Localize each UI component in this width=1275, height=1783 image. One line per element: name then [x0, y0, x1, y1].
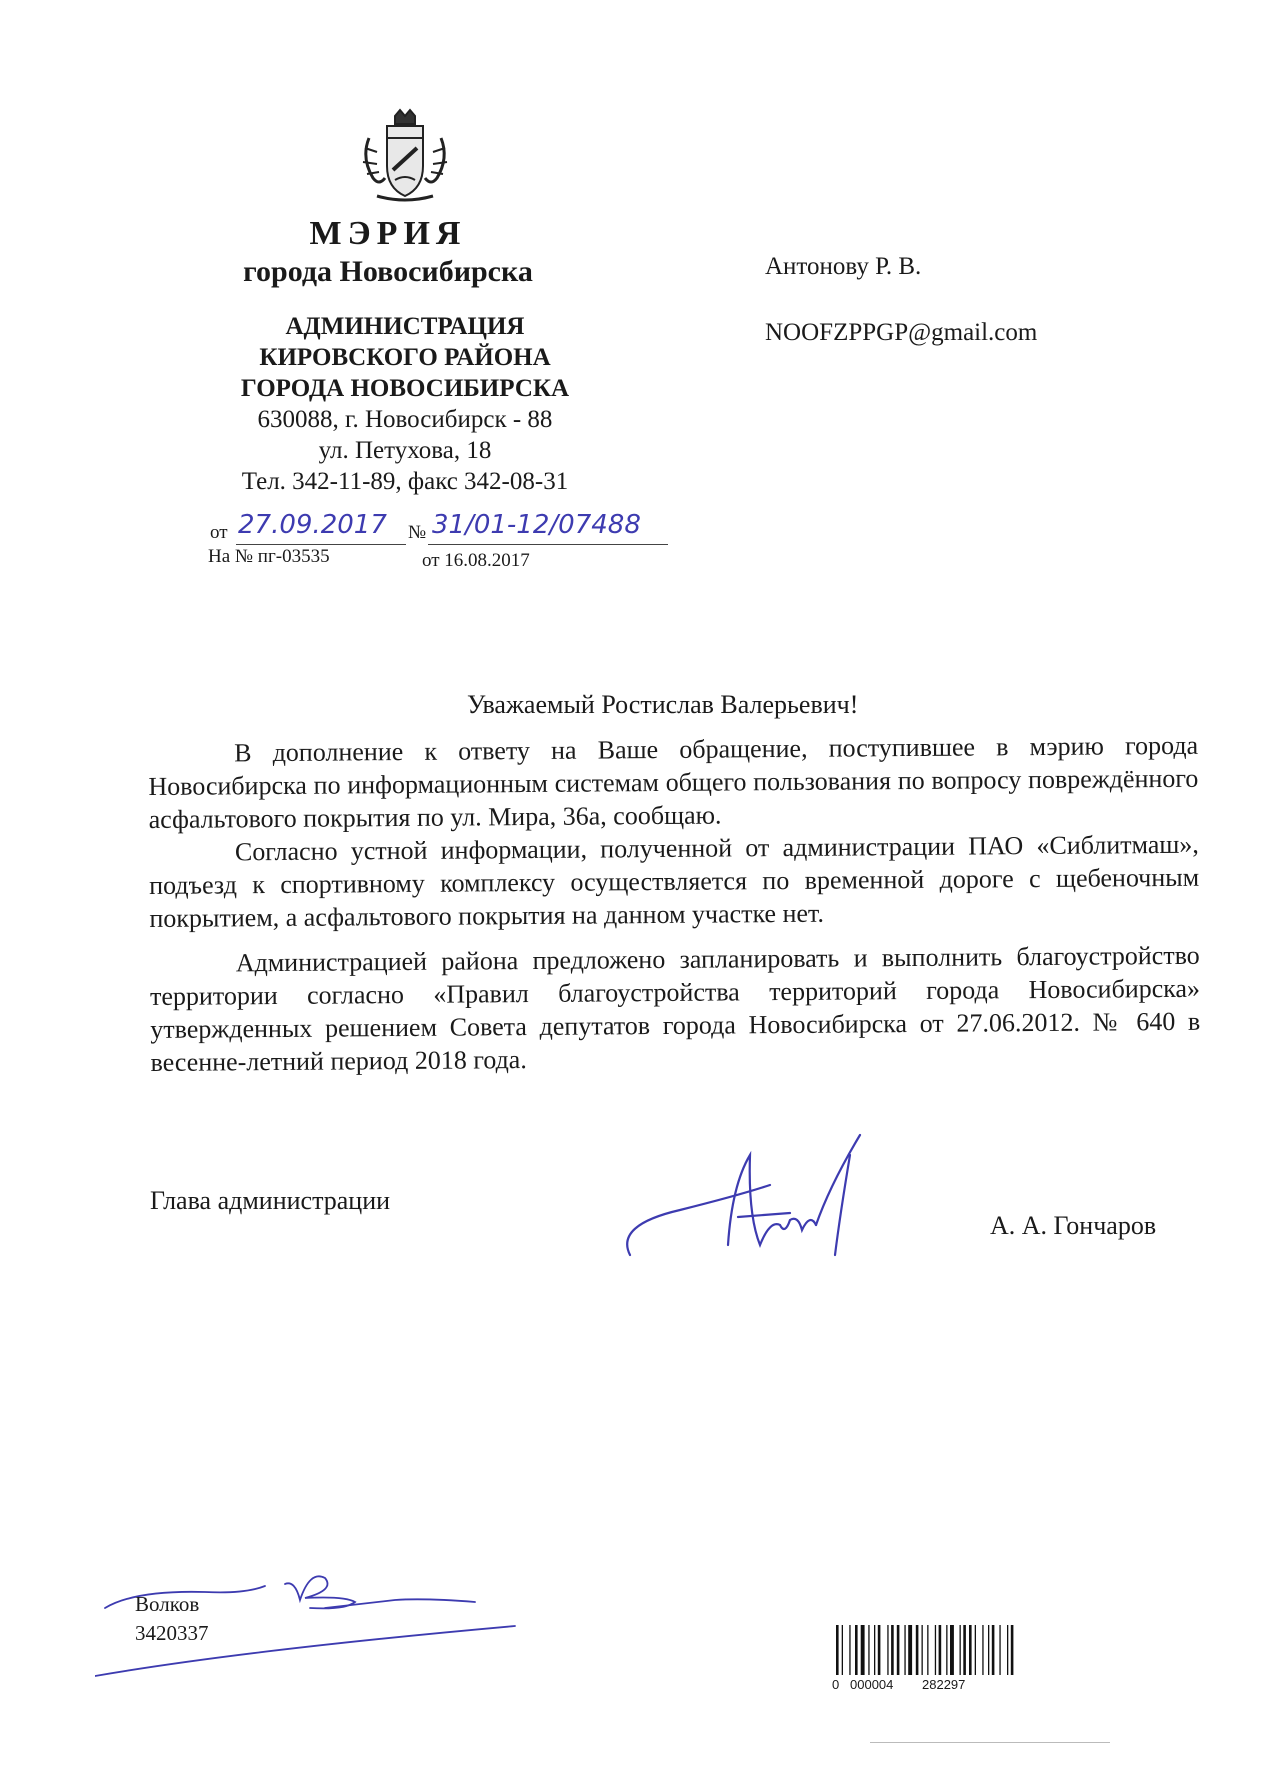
address-line: ул. Петухова, 18 [318, 437, 492, 464]
barcode-bar [891, 1625, 894, 1675]
barcode-bar [849, 1625, 850, 1675]
addressee-name: Антонову Р. В. [765, 253, 922, 280]
barcode-bar [887, 1625, 888, 1675]
handwritten-date: 27.09.2017 [238, 510, 387, 540]
paragraph: Согласно устной информации, полученной от администрации ПАО «Сиблитмаш», подъезд к спортивному комплексу осуществляется по временной дороге с щебеночным покрытием, а асфальтового покрытия на данном участке нет. [149, 829, 1200, 933]
barcode-bar [897, 1625, 900, 1675]
barcode-bar [861, 1625, 865, 1675]
signatory-position: Глава администрации [150, 1186, 391, 1215]
barcode-bar [908, 1625, 912, 1675]
barcode-bar [946, 1625, 947, 1675]
reference-date: от 16.08.2017 [422, 550, 530, 571]
barcode-bar [916, 1625, 919, 1675]
barcode-bar [999, 1625, 1000, 1675]
barcode-bar [950, 1625, 954, 1675]
barcode-bar [992, 1625, 995, 1675]
barcode-bar [975, 1625, 976, 1675]
barcode-bar [960, 1625, 961, 1675]
barcode-bar [868, 1625, 869, 1675]
executor-name: Волков [135, 1592, 200, 1616]
admin-line: АДМИНИСТРАЦИЯ [285, 313, 525, 340]
barcode-bar [878, 1625, 881, 1675]
salutation: Уважаемый Ростислав Валерьевич! [467, 690, 859, 719]
paragraph: В дополнение к ответу на Ваше обращение, поступившее в мэрию города Новосибирска по информационным системам общего пользования по вопросу повреждённого асфальтового покрытия по ул. Мира, 36а, сообщаю. [148, 730, 1199, 834]
barcode-bar [982, 1625, 983, 1675]
number-underline [428, 544, 668, 545]
number-label: № [408, 522, 427, 543]
barcode-bar [963, 1625, 966, 1675]
barcode-bar [904, 1625, 905, 1675]
from-label: от [210, 522, 228, 543]
phone-fax-line: Тел. 342-11-89, факс 342-08-31 [241, 468, 569, 495]
barcode-bar [855, 1625, 858, 1675]
letter-body [148, 729, 1201, 1079]
admin-line: КИРОВСКОГО РАЙОНА [259, 344, 551, 371]
barcode [832, 1625, 1082, 1695]
scan-edge-line [870, 1742, 1110, 1743]
barcode-bar [939, 1625, 942, 1675]
barcode-bar [842, 1625, 843, 1675]
executor-phone: 3420337 [135, 1621, 209, 1645]
barcode-bar [969, 1625, 972, 1675]
barcode-bar [988, 1625, 989, 1675]
admin-line: ГОРОДА НОВОСИБИРСКА [240, 375, 570, 402]
addressee-email: NOOFZPPGP@gmail.com [765, 319, 1038, 346]
barcode-bar [1011, 1625, 1014, 1675]
address-line: 630088, г. Новосибирск - 88 [257, 406, 553, 433]
executor-block [135, 1590, 209, 1648]
date-underline [236, 544, 406, 545]
mayor-title: МЭРИЯ [309, 215, 467, 252]
barcode-bars-icon [832, 1625, 1082, 1675]
paragraph: Администрацией района предложено запланировать и выполнить благоустройство территории согласно «Правил благоустройства территорий города Новосибирска» утвержденных решением Совета депутатов города Новосибирска от 27.06.2012. № 640 в весенне-летний период 2018 года. [149, 940, 1201, 1077]
barcode-bar [922, 1625, 923, 1675]
letterhead [180, 215, 630, 497]
signatory-name: А. А. Гончаров [990, 1211, 1157, 1240]
barcode-mid-digits: 000004 [850, 1677, 894, 1692]
mayor-city: города Новосибирска [243, 255, 533, 288]
admin-name [180, 311, 630, 404]
barcode-bar [836, 1625, 839, 1675]
coat-of-arms-icon [355, 108, 455, 208]
reference-number: На № пг-03535 [208, 546, 330, 567]
handwritten-signature [620, 1125, 890, 1275]
barcode-bar [927, 1625, 928, 1675]
registration-block [208, 510, 680, 582]
handwritten-number: 31/01-12/07488 [432, 510, 641, 540]
barcode-left-digit: 0 [832, 1677, 840, 1692]
barcode-bar [1007, 1625, 1008, 1675]
addressee-block [765, 253, 1037, 347]
barcode-bar [874, 1625, 875, 1675]
barcode-right-digits: 282297 [922, 1677, 966, 1692]
barcode-bar [935, 1625, 936, 1675]
